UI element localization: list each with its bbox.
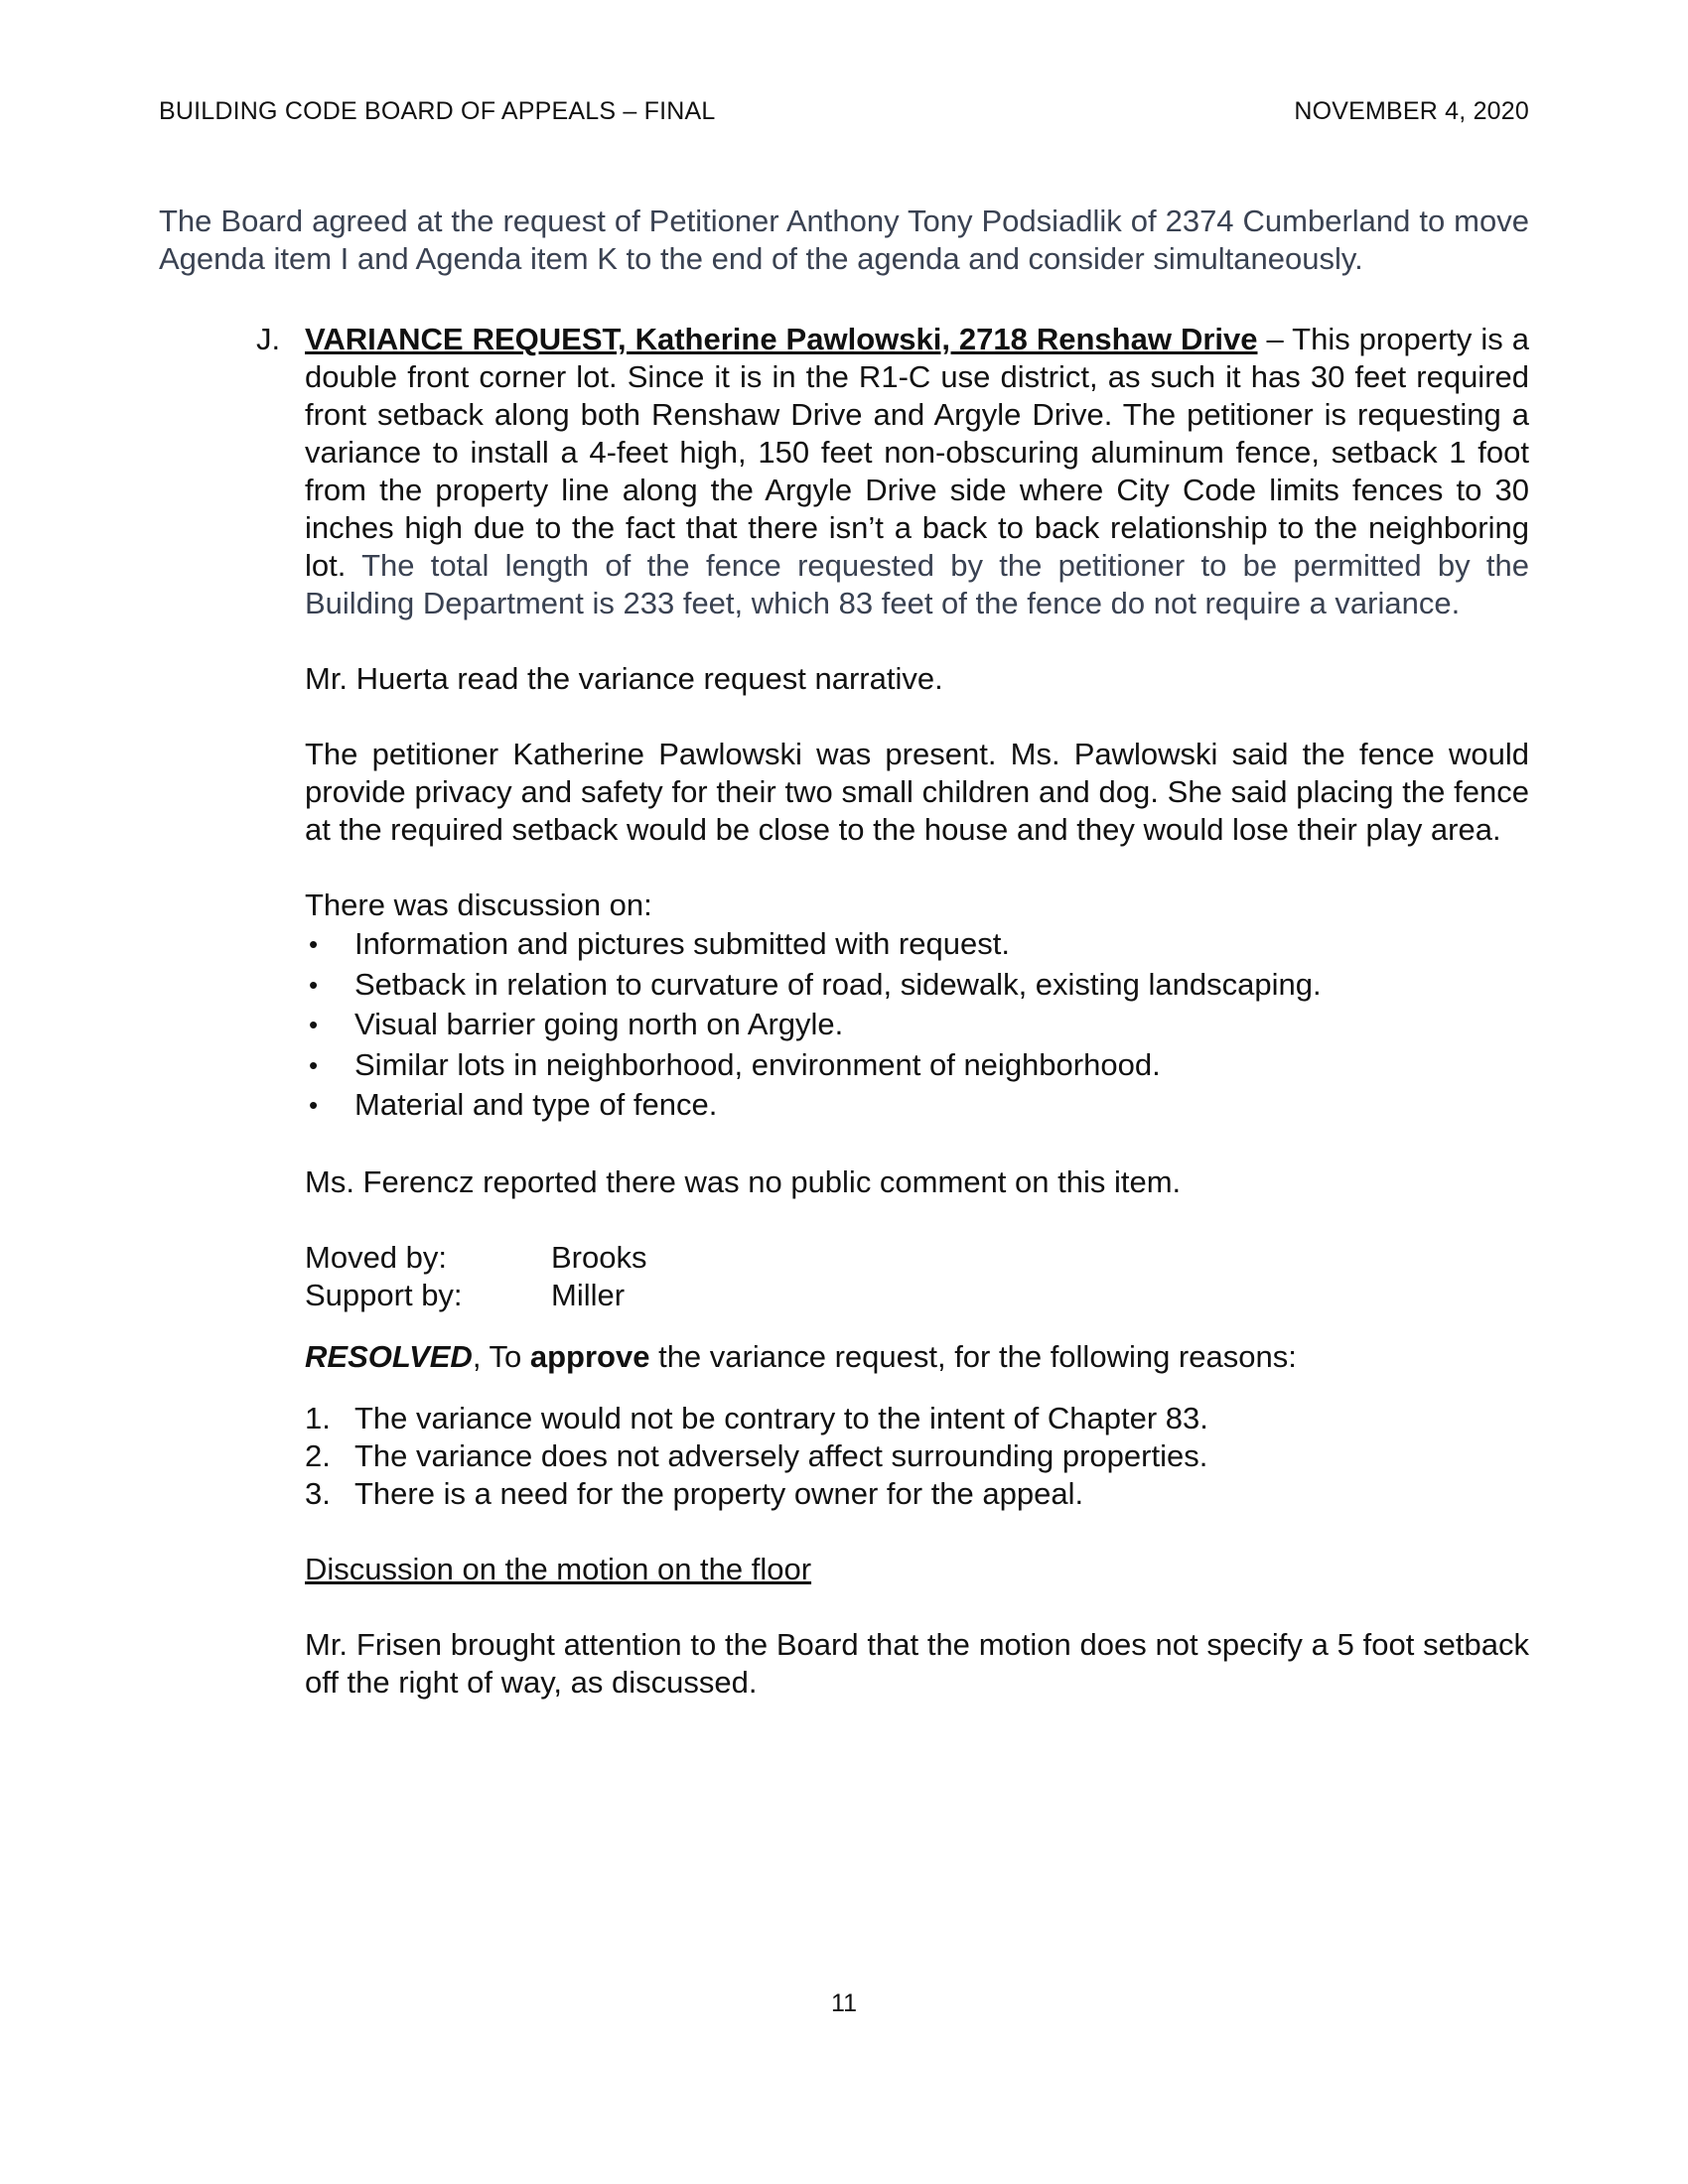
agenda-item-letter: J.: [256, 322, 281, 356]
header-date: NOVEMBER 4, 2020: [1294, 97, 1529, 125]
list-item: • Information and pictures submitted with request.: [305, 924, 1529, 965]
moved-by-label: Moved by:: [305, 1239, 448, 1275]
list-item: • Setback in relation to curvature of road, sidewalk, existing landscaping.: [305, 965, 1529, 1006]
petitioner-paragraph: The petitioner Katherine Pawlowski was present. Ms. Pawlowski said the fence would provide privacy and safety for their two small children and dog. She said placing the fence at the required setback would be close to the house and they would lose their play area.: [305, 737, 1529, 847]
bullet-icon: •: [309, 929, 319, 959]
list-item: 3. There is a need for the property owner for the appeal.: [305, 1475, 1084, 1511]
moved-by-value: Brooks: [551, 1239, 647, 1275]
frisen-paragraph: Mr. Frisen brought attention to the Board that the motion does not specify a 5 foot setback off the right of way, as discussed.: [305, 1626, 1529, 1700]
bullet-icon: •: [309, 969, 319, 1000]
intro-paragraph: The Board agreed at the request of Petitioner Anthony Tony Podsiadlik of 2374 Cumberland to move Agenda item I and Agenda item K to the end of the agenda and consider simultaneously.: [159, 204, 1529, 276]
page-number: 11: [831, 1989, 857, 2017]
support-by-value: Miller: [551, 1277, 626, 1312]
bullet-icon: •: [309, 1090, 319, 1120]
discussion-intro: There was discussion on:: [305, 887, 652, 922]
list-item: 2. The variance does not adversely affect surrounding properties.: [305, 1437, 1208, 1473]
bullet-icon: •: [309, 1049, 319, 1080]
header-title: BUILDING CODE BOARD OF APPEALS – FINAL: [159, 97, 716, 125]
item-description: [305, 321, 1529, 622]
list-item: • Similar lots in neighborhood, environment of neighborhood.: [305, 1045, 1529, 1086]
approve-word: approve: [529, 1338, 650, 1374]
motion-block: [305, 1239, 1529, 1314]
narrative-paragraph: Mr. Huerta read the variance request narrative.: [305, 661, 943, 696]
support-by-row: [305, 1277, 1529, 1314]
moved-by-row: [305, 1239, 1529, 1277]
bullet-icon: •: [309, 1010, 319, 1039]
list-item: • Visual barrier going north on Argyle.: [305, 1005, 1529, 1045]
item-description-extra: The total length of the fence requested by the petitioner to be permitted by the Building Department is 233 feet, which 83 feet of the fence do not require a variance.: [305, 548, 1529, 620]
support-by-label: Support by:: [305, 1277, 463, 1312]
item-description-text: – This property is a double front corner lot. Since it is in the R1-C use district, as such it has 30 feet required front setback along both Renshaw Drive and Argyle Drive. The petitioner is requesting a variance to install a 4-feet high, 150 feet non-obscuring aluminum fence, setback 1 foot from the property line along the Argyle Drive side where City Code limits fences to 30 inches high due to the fact that there isn’t a back to back relationship to the neighboring lot.: [305, 322, 1529, 583]
agenda-item-content: [305, 321, 1529, 1702]
discussion-list: [305, 924, 1529, 1126]
list-item: 1. The variance would not be contrary to the intent of Chapter 83.: [305, 1400, 1208, 1435]
page-header: [159, 97, 1529, 126]
resolved-word: RESOLVED: [305, 1338, 473, 1374]
discussion-heading: Discussion on the motion on the floor: [305, 1551, 812, 1586]
list-item: • Material and type of fence.: [305, 1085, 1529, 1126]
public-comment-paragraph: Ms. Ferencz reported there was no public comment on this item.: [305, 1163, 1182, 1199]
resolved-paragraph: RESOLVED, To approve the variance request, for the following reasons:: [305, 1338, 1297, 1374]
reasons-list: [305, 1400, 1529, 1513]
item-title: VARIANCE REQUEST, Katherine Pawlowski, 2718 Renshaw Drive: [305, 322, 1258, 356]
